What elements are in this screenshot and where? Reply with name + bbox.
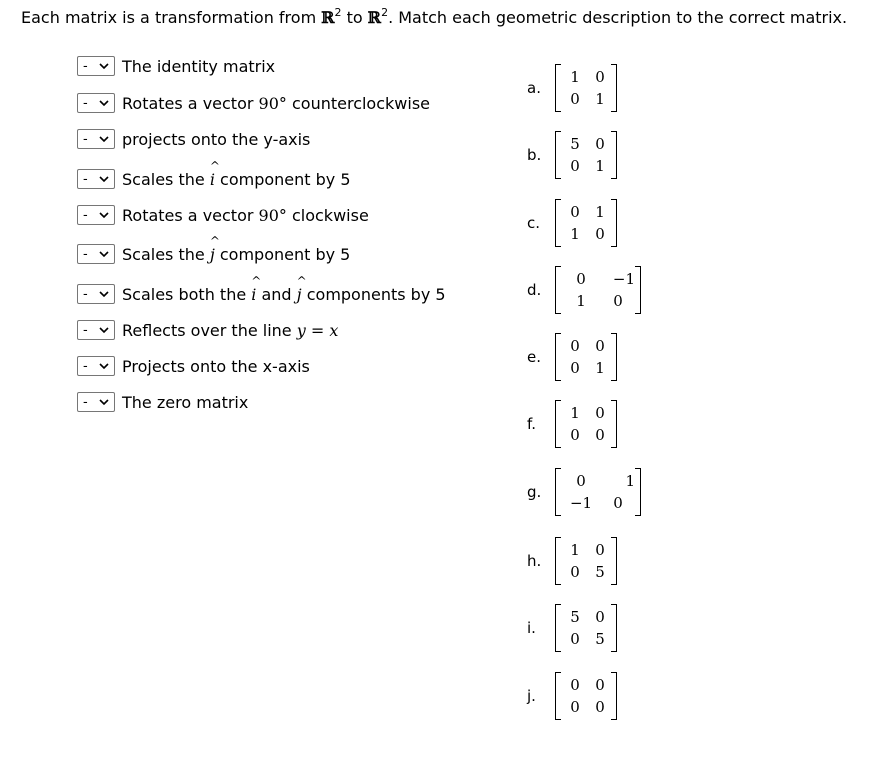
match-row [77,91,430,115]
matrix-cell: 0 [570,563,580,581]
answer-select[interactable]: - [77,169,115,189]
matrix-choice [527,396,617,452]
chevron-down-icon [98,324,110,336]
match-row [77,203,369,227]
matrix-choice [527,262,641,318]
answer-select[interactable]: - [77,284,115,304]
matrix-cell: 1 [625,472,635,490]
angle-math: 90° [258,205,287,225]
choice-label: h. [527,552,542,570]
matrix-choice [527,464,641,520]
match-row [77,282,446,306]
matrix-cell: 1 [576,292,586,310]
answer-select[interactable]: - [77,244,115,264]
question-prompt [21,8,847,27]
matrix-cell: 1 [595,203,605,221]
match-row [77,127,310,151]
description-text: Scales both the ^ i and ^ j components by 5 [122,285,446,304]
matrix-cell: 0 [570,426,580,444]
choice-label: b. [527,146,542,164]
matrix-cell: 1 [595,157,605,175]
choice-label: g. [527,483,542,501]
matrix [555,266,641,314]
chevron-down-icon [98,396,110,408]
matrix-cell: 0 [570,90,580,108]
matrix-cell: 1 [570,541,580,559]
matrix [555,199,617,247]
matrix-cell: 5 [570,608,580,626]
answer-select[interactable]: - [77,320,115,340]
matrix [555,333,617,381]
chevron-down-icon [98,209,110,221]
matrix-cell: 5 [595,563,605,581]
matrix-cell: 0 [570,359,580,377]
matrix-cell: 0 [576,472,586,490]
description-text: Scales the ^ j component by 5 [122,245,350,264]
matrix-cell: 1 [570,404,580,422]
i-hat-symbol: ^ i [251,285,256,304]
answer-select[interactable]: - [77,205,115,225]
choice-label: j. [527,687,536,705]
line-equation: y = x [296,320,339,340]
answer-select[interactable]: - [77,392,115,412]
prompt-text-end: . Match each geometric description to the correct matrix. [388,8,848,27]
match-row [77,167,351,191]
matrix-cell: 1 [595,90,605,108]
choice-label: d. [527,281,542,299]
matrix-cell: 0 [570,630,580,648]
i-hat-symbol: ^ i [210,170,215,189]
matrix [555,604,617,652]
matrix-choice [527,668,617,724]
matrix-cell: 0 [570,203,580,221]
chevron-down-icon [98,133,110,145]
matrix-choice [527,329,617,385]
real-set-symbol: ℝ [367,8,382,27]
matrix-cell: 0 [595,225,605,243]
dimension-exponent: 2 [334,6,342,19]
matrix-cell: 0 [613,494,623,512]
answer-select[interactable]: - [77,56,115,76]
matrix-cell: 0 [595,404,605,422]
choice-label: a. [527,79,541,97]
dimension-exponent: 2 [381,6,389,19]
chevron-down-icon [98,288,110,300]
chevron-down-icon [98,173,110,185]
match-row [77,354,310,378]
chevron-down-icon [98,248,110,260]
matrix-cell: 0 [613,292,623,310]
description-text: The zero matrix [122,392,249,412]
choice-label: i. [527,619,536,637]
answer-select[interactable]: - [77,129,115,149]
matrix-cell: 5 [570,135,580,153]
choice-label: f. [527,415,536,433]
description-text: The identity matrix [122,56,276,76]
matrix-cell: 1 [570,68,580,86]
matrix-cell: 0 [595,698,605,716]
real-set-symbol: ℝ [321,8,335,27]
matrix-cell: 0 [595,68,605,86]
matrix-cell: 0 [595,608,605,626]
chevron-down-icon [98,360,110,372]
prompt-text-mid: to [341,8,368,27]
matrix-cell: 0 [570,337,580,355]
matrix-cell: 0 [595,541,605,559]
matrix [555,131,617,179]
matrix-choice [527,533,617,589]
matrix-choice [527,60,617,116]
matrix-cell: 0 [570,698,580,716]
matrix [555,64,617,112]
matrix-cell: 1 [570,225,580,243]
description-text: Scales the ^ i component by 5 [122,170,351,189]
matrix-choice [527,600,617,656]
match-row [77,318,338,342]
match-row [77,390,248,414]
angle-math: 90° [258,93,287,113]
matrix [555,672,617,720]
matrix-cell: 0 [595,426,605,444]
match-row [77,54,275,78]
matrix-cell: 0 [570,676,580,694]
description-text: Rotates a vector 90° clockwise [122,205,369,225]
answer-select[interactable]: - [77,356,115,376]
matrix [555,537,617,585]
choice-label: c. [527,214,541,232]
chevron-down-icon [98,60,110,72]
matrix-cell: 0 [595,676,605,694]
matrix-cell: −1 [612,270,635,288]
matrix-choice [527,127,617,183]
choice-label: e. [527,348,541,366]
j-hat-symbol: ^ j [210,245,215,264]
description-text: Rotates a vector 90° counterclockwise [122,93,430,113]
matrix [555,468,641,516]
description-text: Projects onto the x-axis [122,356,310,376]
matrix-cell: 0 [576,270,586,288]
match-row [77,242,350,266]
matrix-cell: −1 [569,494,593,512]
matrix-cell: 0 [595,135,605,153]
description-text: projects onto the y-axis [122,129,311,149]
matrix-cell: 5 [595,630,605,648]
description-text: Reflects over the line y = x [122,320,339,340]
matrix-cell: 1 [595,359,605,377]
prompt-text-start: Each matrix is a transformation from [21,8,322,27]
matrix-cell: 0 [595,337,605,355]
j-hat-symbol: ^ j [297,285,302,304]
matrix-choice [527,195,617,251]
chevron-down-icon [98,97,110,109]
matrix-cell: 0 [570,157,580,175]
answer-select[interactable]: - [77,93,115,113]
matrix [555,400,617,448]
